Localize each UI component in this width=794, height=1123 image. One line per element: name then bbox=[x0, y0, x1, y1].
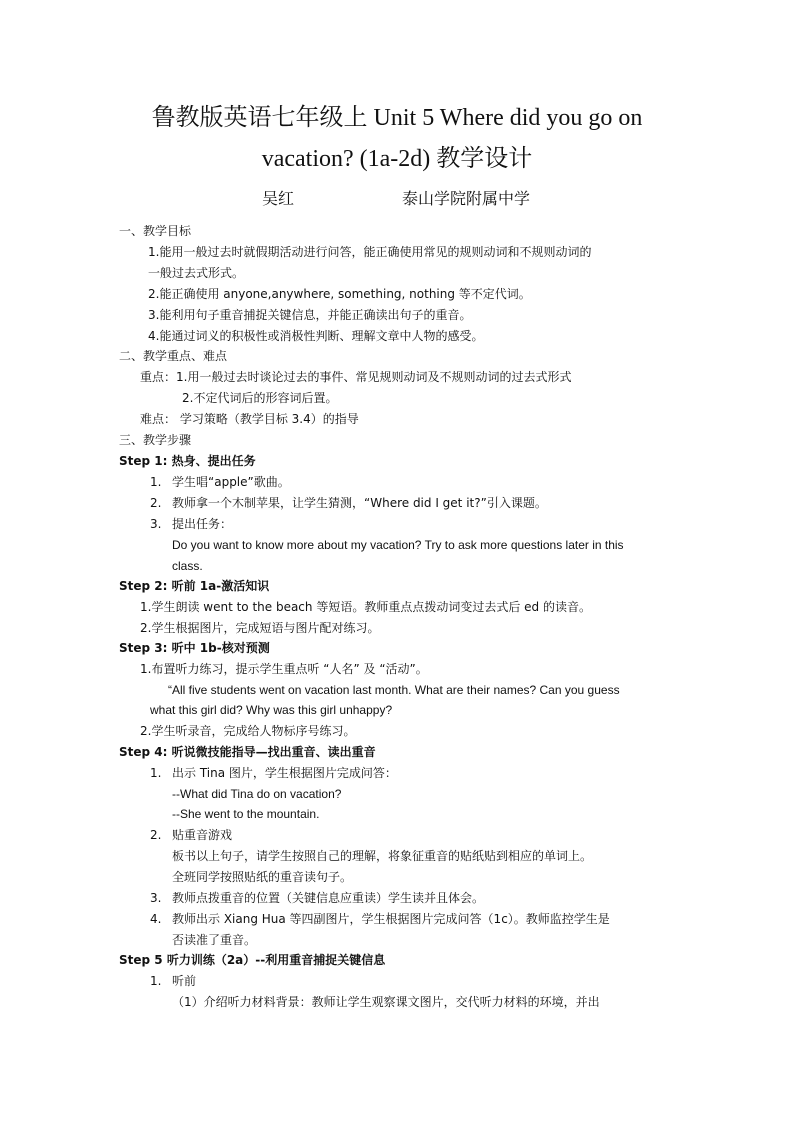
step-4-item-2-text: 全班同学按照贴纸的重音读句子。 bbox=[172, 870, 353, 884]
list-number: 4. bbox=[150, 912, 162, 926]
objective-item: 4.能通过词义的积极性或消极性判断、理解文章中人物的感受。 bbox=[148, 329, 484, 343]
step-4-item-3: 教师点拨重音的位置（关键信息应重读）学生读并且体会。 bbox=[172, 891, 485, 905]
step-2-item-2: 2.学生根据图片，完成短语与图片配对练习。 bbox=[140, 621, 380, 635]
step-3-heading: Step 3: 听中 1b-核对预测 bbox=[119, 641, 270, 655]
step-4-item-1: 出示 Tina 图片，学生根据图片完成问答： bbox=[172, 766, 397, 780]
objective-item: 2.能正确使用 anyone,anywhere, something, nothing 等不定代词。 bbox=[148, 287, 531, 301]
list-number: 2. bbox=[150, 828, 162, 842]
step-4-item-2-text: 板书以上句子，请学生按照自己的理解，将象征重音的贴纸贴到相应的单词上。 bbox=[172, 849, 593, 863]
list-number: 3. bbox=[150, 891, 162, 905]
author-school: 泰山学院附属中学 bbox=[402, 189, 531, 208]
list-number: 3. bbox=[150, 517, 162, 531]
list-number: 2. bbox=[150, 496, 162, 510]
list-number: 1. bbox=[150, 475, 162, 489]
step-5-heading: Step 5 听力训练（2a）--利用重音捕捉关键信息 bbox=[119, 953, 386, 967]
section-heading-objectives: 一、教学目标 bbox=[119, 224, 192, 238]
objective-item: 一般过去式形式。 bbox=[148, 266, 245, 280]
step-1-item-3-text: class. bbox=[172, 559, 203, 573]
step-1-item-2: 教师拿一个木制苹果，让学生猜测，“Where did I get it?”引入课题。 bbox=[172, 496, 547, 510]
objective-item: 3.能利用句子重音捕捉关键信息，并能正确读出句子的重音。 bbox=[148, 308, 472, 322]
step-1-heading: Step 1: 热身、提出任务 bbox=[119, 454, 256, 468]
step-3-item-1-text: what this girl did? Why was this girl unhappy? bbox=[150, 703, 393, 717]
objective-item: 1.能用一般过去时就假期活动进行问答，能正确使用常见的规则动词和不规则动词的 bbox=[148, 245, 592, 259]
step-2-item-1: 1.学生朗读 went to the beach 等短语。教师重点点拨动词变过去式后 ed 的读音。 bbox=[140, 600, 591, 614]
section-heading-key-points: 二、教学重点、难点 bbox=[119, 349, 228, 363]
document-title-line-2: vacation? (1a-2d) 教学设计 bbox=[261, 146, 533, 172]
step-5-item-1-text: （1）介绍听力材料背景：教师让学生观察课文图片，交代听力材料的环境，并出 bbox=[172, 995, 600, 1009]
step-3-item-1-text: “All five students went on vacation last month. What are their names? Can you guess bbox=[168, 683, 620, 697]
step-4-item-2: 贴重音游戏 bbox=[172, 828, 233, 842]
step-1-item-1: 学生唱“apple”歌曲。 bbox=[172, 475, 290, 489]
difficult-point: 难点： 学习策略（教学目标 3.4）的指导 bbox=[140, 412, 359, 426]
step-4-heading: Step 4: 听说微技能指导—找出重音、读出重音 bbox=[119, 745, 376, 759]
list-number: 1. bbox=[150, 974, 162, 988]
step-4-item-1-text: --What did Tina do on vacation? bbox=[172, 787, 342, 801]
step-2-heading: Step 2: 听前 1a-激活知识 bbox=[119, 579, 270, 593]
step-4-item-4: 教师出示 Xiang Hua 等四副图片，学生根据图片完成问答（1c）。教师监控学生是 bbox=[172, 912, 610, 926]
step-1-item-3-text: Do you want to know more about my vacation? Try to ask more questions later in this bbox=[172, 538, 624, 552]
key-point-1: 重点：1.用一般过去时谈论过去的事件、常见规则动词及不规则动词的过去式形式 bbox=[140, 370, 572, 384]
list-number: 1. bbox=[150, 766, 162, 780]
author-name: 吴红 bbox=[262, 189, 295, 208]
step-1-item-3: 提出任务： bbox=[172, 517, 233, 531]
step-4-item-4-text: 否读准了重音。 bbox=[172, 933, 257, 947]
step-3-item-2: 2.学生听录音，完成给人物标序号练习。 bbox=[140, 724, 356, 738]
step-4-item-1-text: --She went to the mountain. bbox=[172, 807, 320, 821]
step-3-item-1: 1.布置听力练习，提示学生重点听 “人名” 及 “活动”。 bbox=[140, 662, 428, 676]
document-title-line-1: 鲁教版英语七年级上 Unit 5 Where did you go on bbox=[151, 105, 643, 131]
step-5-item-1: 听前 bbox=[172, 974, 197, 988]
key-point-2: 2.不定代词后的形容词后置。 bbox=[182, 391, 338, 405]
section-heading-steps: 三、教学步骤 bbox=[119, 433, 192, 447]
